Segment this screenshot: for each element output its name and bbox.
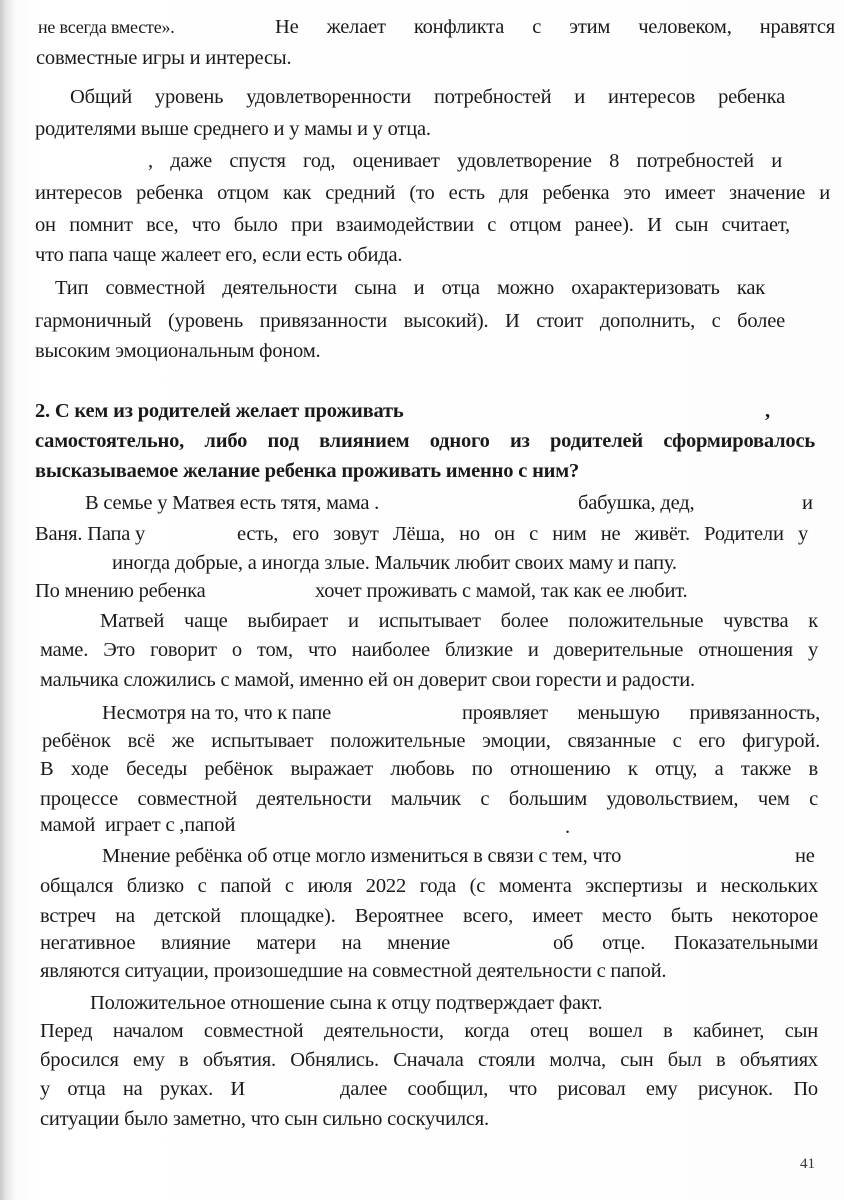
text-line: встреч на детской площадке). Вероятнее всего, имеет место быть некоторое xyxy=(40,905,818,927)
text-line: Перед началом совместной деятельности, когда отец вошел в кабинет, сын xyxy=(40,1020,818,1042)
text-line: интересов ребенка отцом как средний (то есть для ребенка это имеет значение и xyxy=(35,182,830,204)
section-heading: , xyxy=(765,400,770,422)
text-line: иногда добрые, а иногда злые. Мальчик любит своих маму и папу. xyxy=(112,552,677,574)
text-line: что папа чаще жалеет его, если есть обида. xyxy=(35,244,403,266)
text-line: Не желает конфликта с этим человеком, нравятся xyxy=(275,16,835,38)
text-line: ребёнок всё же испытывает положительные эмоции, связанные с его фигурой. xyxy=(42,730,820,752)
text-line: Общий уровень удовлетворенности потребностей и интересов ребенка xyxy=(70,86,785,108)
text-line: бросился ему в объятия. Обнялись. Сначала стояли молча, сын был в объятиях xyxy=(40,1049,818,1071)
text-line: негативное влияние матери на мнение xyxy=(40,932,450,954)
section-heading: 2. С кем из родителей желает проживать xyxy=(35,400,404,422)
text-line: являются ситуации, произошедшие на совместной деятельности с папой. xyxy=(40,960,667,982)
text-line: высоким эмоциональным фоном. xyxy=(35,340,321,362)
text-line: гармоничный (уровень привязанности высокий). И стоит дополнить, с более xyxy=(35,310,785,332)
text-line: есть, его зовут Лёша, но он с ним не живёт. Родители у xyxy=(237,523,808,545)
text-line: бабушка, дед, xyxy=(578,492,695,514)
page-number: 41 xyxy=(800,1156,815,1172)
text-line: Положительное отношение сына к отцу подтверждает факт. xyxy=(90,992,603,1014)
text-line: общался близко с папой с июля 2022 года (с момента экспертизы и нескольких xyxy=(40,875,818,897)
text-line: у отца на руках. И xyxy=(40,1078,245,1100)
text-line: В семье у Матвея есть тятя, мама . xyxy=(85,492,380,514)
text-line: он помнит все, что было при взаимодействии с отцом ранее). И сын считает, xyxy=(35,214,790,236)
text-line: совместные игры и интересы. xyxy=(36,47,292,69)
section-heading: самостоятельно, либо под влиянием одного из родителей сформировалось xyxy=(35,430,815,452)
text-line: маме. Это говорит о том, что наиболее близкие и доверительные отношения у xyxy=(40,639,818,661)
text-line: мамой играет с ,папой xyxy=(40,814,236,836)
text-line: хочет проживать с мамой, так как ее любит. xyxy=(315,580,688,602)
text-line: . xyxy=(565,816,570,838)
text-line: далее сообщил, что рисовал ему рисунок. По xyxy=(340,1078,818,1100)
section-heading: высказываемое желание ребенка проживать именно с ним? xyxy=(35,460,580,482)
text-line: Тип совместной деятельности сына и отца можно охарактеризовать как xyxy=(55,277,765,299)
text-line: не xyxy=(795,845,815,867)
text-line: не всегда вместе». xyxy=(38,17,175,37)
text-line: Несмотря на то, что к папе xyxy=(102,702,331,724)
text-line: Матвей чаще выбирает и испытывает более положительные чувства к xyxy=(100,610,818,632)
text-line: ситуации было заметно, что сын сильно соскучился. xyxy=(40,1108,489,1130)
text-line: Мнение ребёнка об отце могло измениться в связи с тем, что xyxy=(102,845,622,867)
text-line: По мнению ребенка xyxy=(35,580,206,602)
text-line: об отце. Показательными xyxy=(553,932,818,954)
text-line: В ходе беседы ребёнок выражает любовь по отношению к отцу, а также в xyxy=(40,758,818,780)
text-line: процессе совместной деятельности мальчик с большим удовольствием, чем с xyxy=(40,788,818,810)
text-line: , даже спустя год, оценивает удовлетворение 8 потребностей и xyxy=(148,150,782,172)
text-line: Ваня. Папа у xyxy=(35,523,146,545)
text-line: проявляет меньшую привязанность, xyxy=(462,702,820,724)
text-line: и xyxy=(802,492,813,514)
text-line: мальчика сложились с мамой, именно ей он доверит свои горести и радости. xyxy=(40,669,695,691)
text-line: родителями выше среднего и у мамы и у отца. xyxy=(35,118,431,140)
